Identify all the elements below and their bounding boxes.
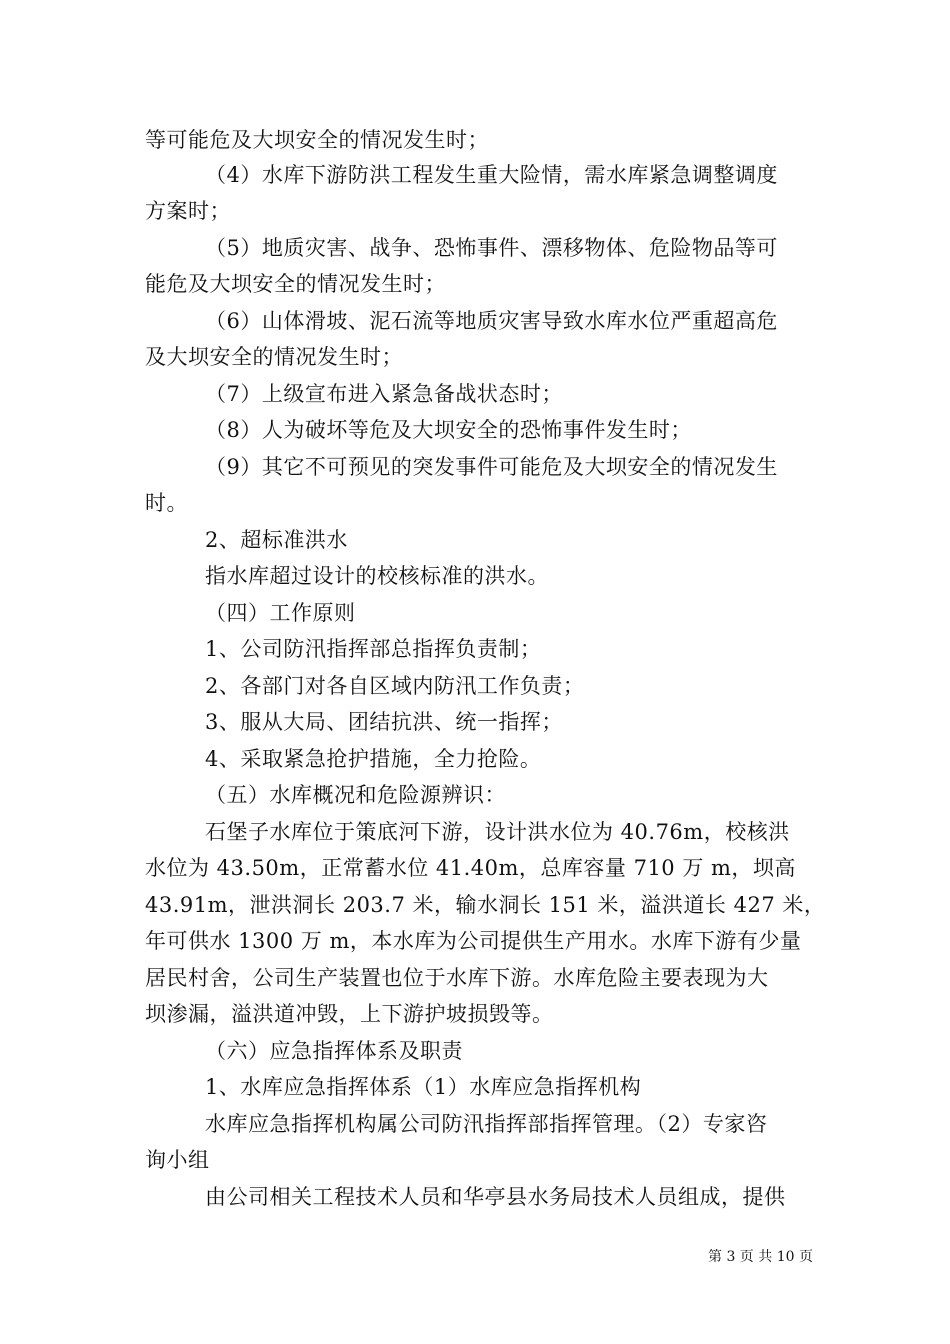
list-item: 3、服从大局、团结抗洪、统一指挥； <box>205 710 563 734</box>
page-number-footer: 第 3 页 共 10 页 <box>708 1249 813 1265</box>
text-line: （7）上级宣布进入紧急备战状态时； <box>205 382 563 406</box>
text-line: 由公司相关工程技术人员和华亭县水务局技术人员组成，提供 <box>205 1185 786 1209</box>
section-heading: 2、超标准洪水 <box>205 528 348 552</box>
text-line: 指水库超过设计的校核标准的洪水。 <box>205 564 549 588</box>
text-line: 1、水库应急指挥体系（1）水库应急指挥机构 <box>205 1075 642 1099</box>
text-line: 方案时； <box>145 199 231 223</box>
text-line: 能危及大坝安全的情况发生时； <box>145 272 446 296</box>
text-line: 43.91m，泄洪洞长 203.7 米，输水洞长 151 米，溢洪道长 427 米， <box>145 893 826 917</box>
list-item: 1、公司防汛指挥部总指挥负责制； <box>205 637 542 661</box>
text-line: （6）山体滑坡、泥石流等地质灾害导致水库水位严重超高危 <box>205 309 778 333</box>
text-line: 年可供水 1300 万 m，本水库为公司提供生产用水。水库下游有少量 <box>145 929 802 953</box>
text-line: 坝渗漏，溢洪道冲毁，上下游护坡损毁等。 <box>145 1002 554 1026</box>
list-item: 4、采取紧急抢护措施，全力抢险。 <box>205 747 542 771</box>
text-line: 等可能危及大坝安全的情况发生时； <box>145 128 489 152</box>
text-line: （8）人为破坏等危及大坝安全的恐怖事件发生时； <box>205 418 692 442</box>
text-line: （5）地质灾害、战争、恐怖事件、漂移物体、危险物品等可 <box>205 236 778 260</box>
text-line: （4）水库下游防洪工程发生重大险情，需水库紧急调整调度 <box>205 163 778 187</box>
section-heading: （六）应急指挥体系及职责 <box>205 1039 463 1063</box>
section-heading: （四）工作原则 <box>205 601 356 625</box>
text-line: 询小组 <box>145 1148 210 1172</box>
list-item: 2、各部门对各自区域内防汛工作负责； <box>205 674 585 698</box>
text-line: （9）其它不可预见的突发事件可能危及大坝安全的情况发生 <box>205 455 778 479</box>
text-line: 水库应急指挥机构属公司防汛指挥部指挥管理。（2）专家咨 <box>205 1112 768 1136</box>
text-line: 及大坝安全的情况发生时； <box>145 345 403 369</box>
section-heading: （五）水库概况和危险源辨识： <box>205 783 506 807</box>
text-line: 石堡子水库位于策底河下游，设计洪水位为 40.76m，校核洪 <box>205 820 790 844</box>
text-line: 水位为 43.50m，正常蓄水位 41.40m，总库容量 710 万 m，坝高 <box>145 856 796 880</box>
text-line: 居民村舍，公司生产装置也位于水库下游。水库危险主要表现为大 <box>145 966 769 990</box>
text-line: 时。 <box>145 491 188 515</box>
